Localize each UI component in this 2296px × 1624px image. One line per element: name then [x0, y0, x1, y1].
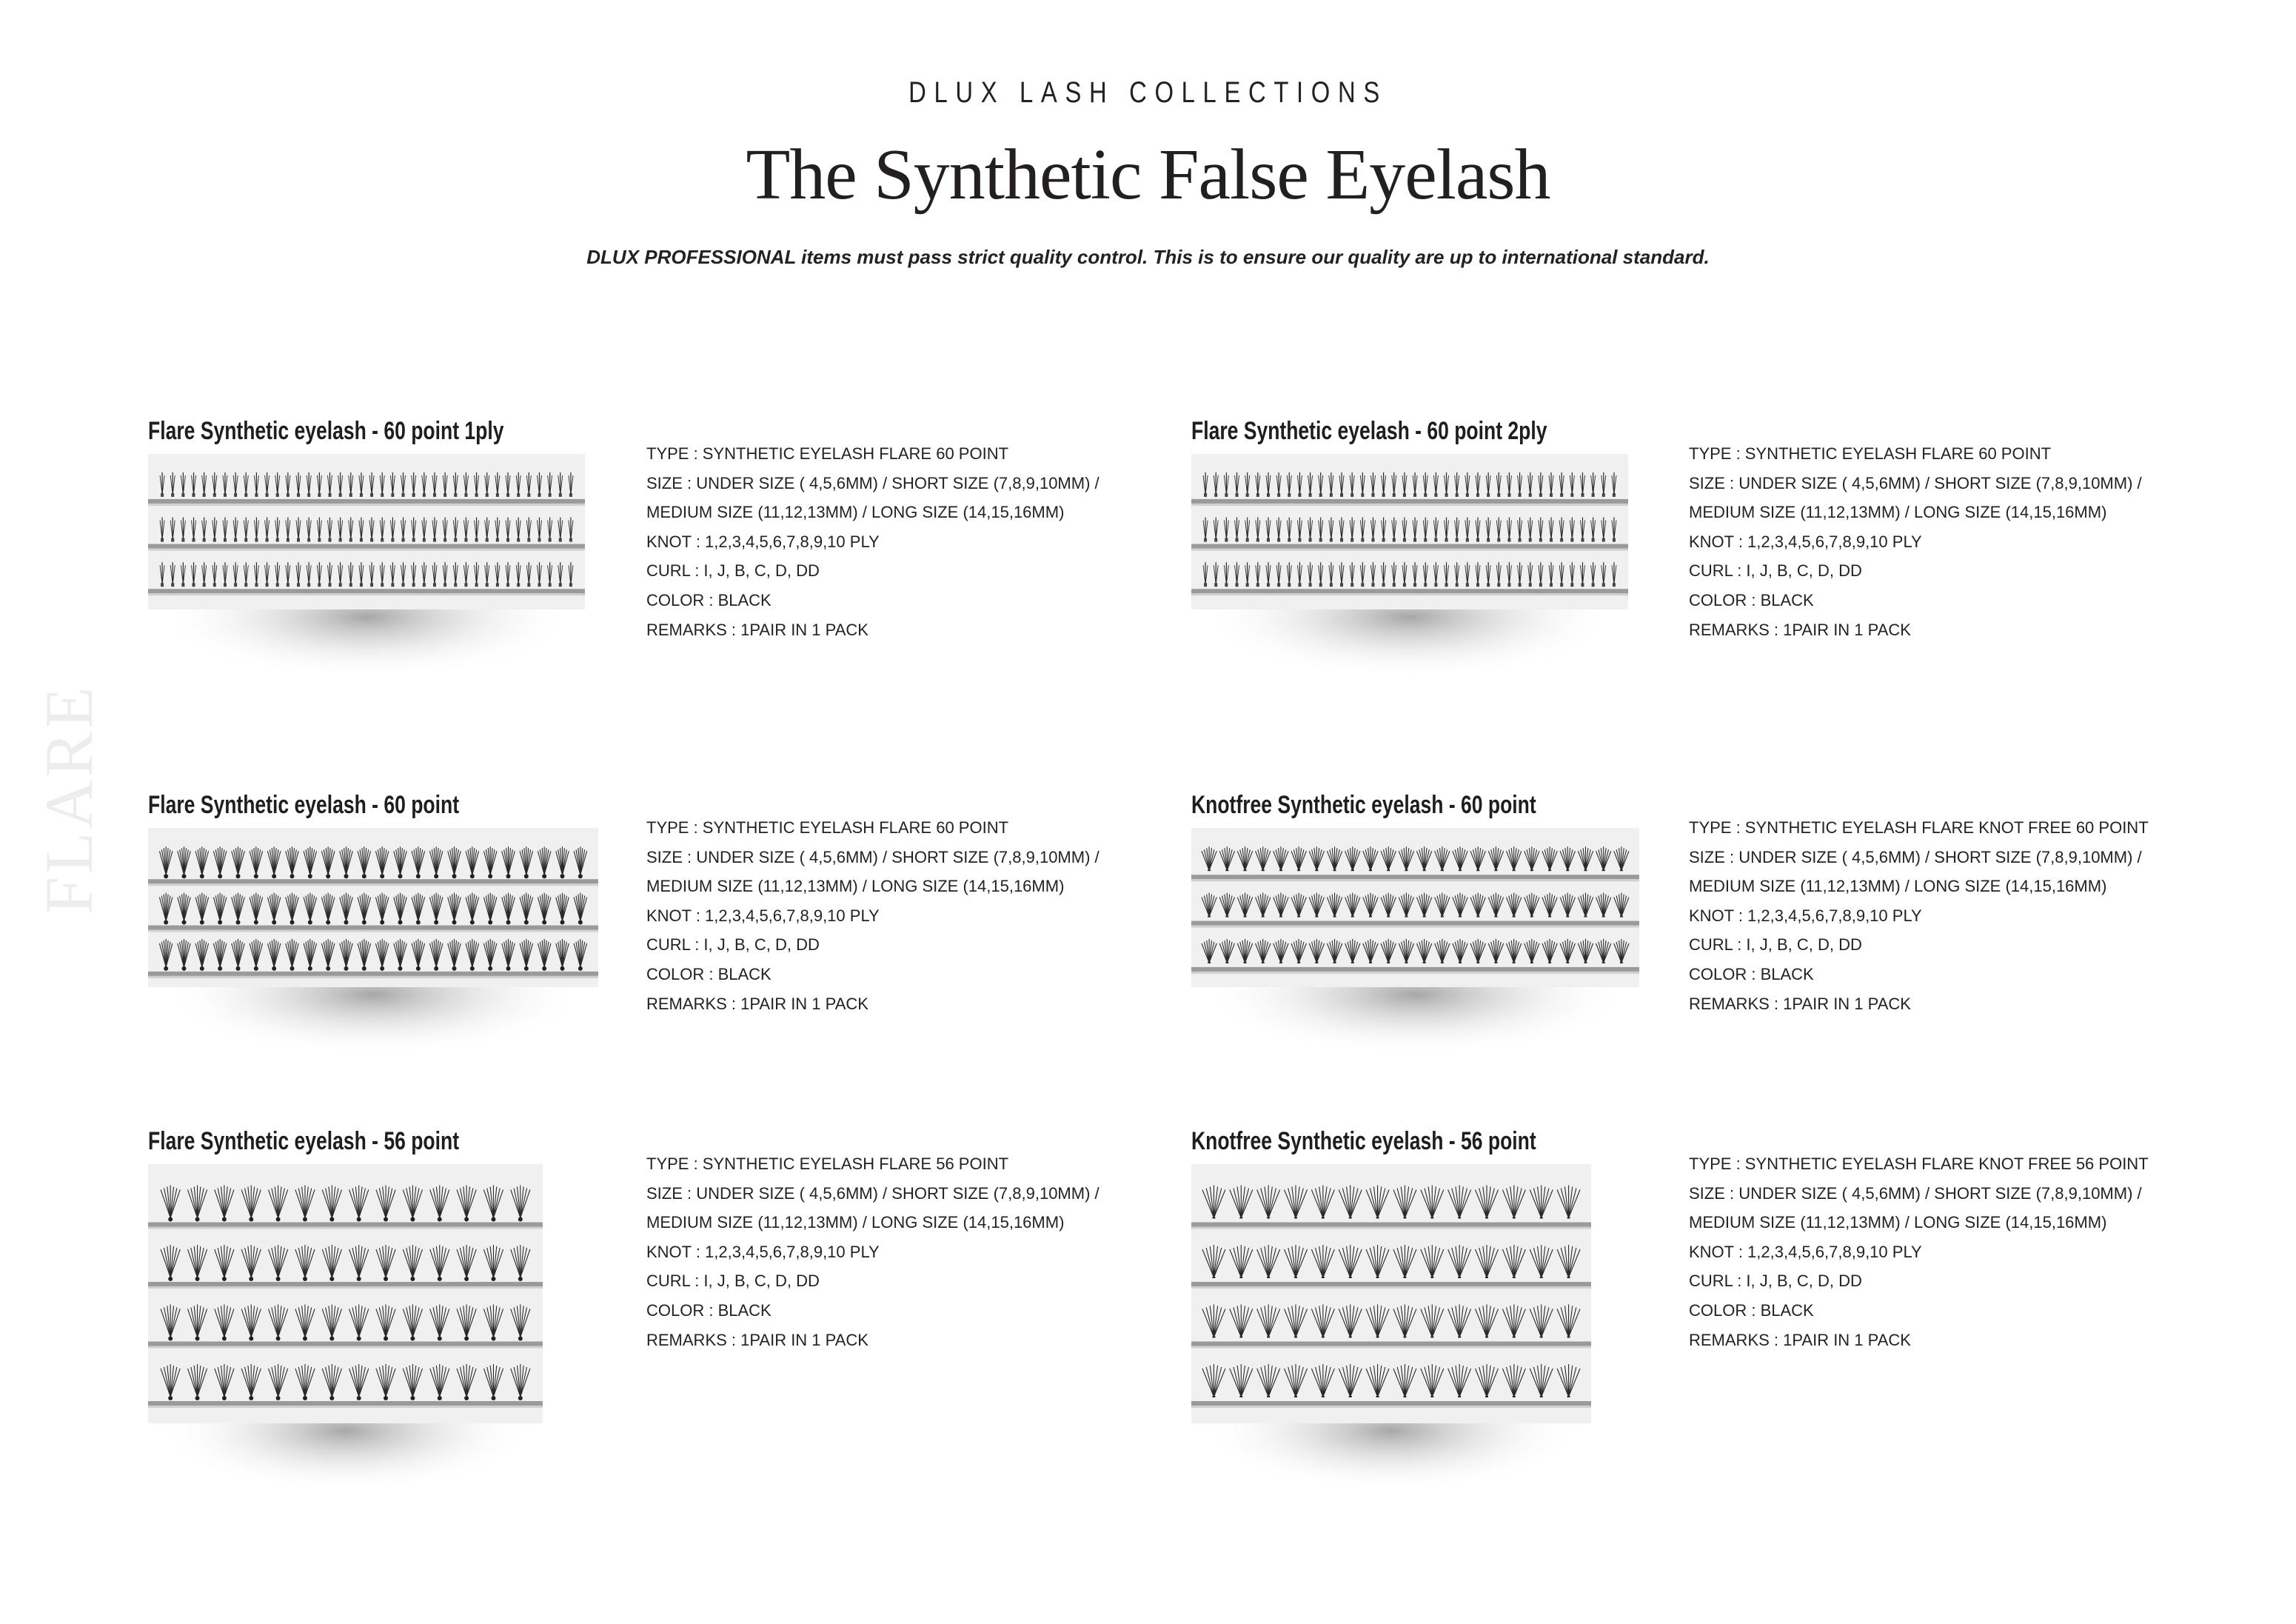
spec-size: SIZE : UNDER SIZE ( 4,5,6MM) / SHORT SIZE (7,8,9,10MM) / [646, 1183, 1100, 1203]
product-name: Flare Synthetic eyelash - 56 point [148, 1127, 460, 1155]
spec-size-cont: MEDIUM SIZE (11,12,13MM) / LONG SIZE (14,15,16MM) [646, 503, 1065, 522]
spec-size-cont: MEDIUM SIZE (11,12,13MM) / LONG SIZE (14,15,16MM) [1689, 1213, 2107, 1232]
spec-remarks: REMARKS : 1PAIR IN 1 PACK [646, 620, 868, 639]
spec-curl: CURL : I, J, B, C, D, DD [1689, 561, 1862, 581]
spec-type: TYPE : SYNTHETIC EYELASH FLARE 56 POINT [646, 1154, 1009, 1173]
spec-size: SIZE : UNDER SIZE ( 4,5,6MM) / SHORT SIZE (7,8,9,10MM) / [646, 847, 1100, 866]
spec-type: TYPE : SYNTHETIC EYELASH FLARE 60 POINT [646, 444, 1009, 463]
spec-curl: CURL : I, J, B, C, D, DD [646, 1272, 820, 1291]
spec-knot: KNOT : 1,2,3,4,5,6,7,8,9,10 PLY [1689, 532, 1922, 551]
spec-size: SIZE : UNDER SIZE ( 4,5,6MM) / SHORT SIZE (7,8,9,10MM) / [1689, 1183, 2142, 1203]
product-name: Flare Synthetic eyelash - 60 point 2ply [1191, 417, 1547, 445]
spec-remarks: REMARKS : 1PAIR IN 1 PACK [646, 994, 868, 1013]
spec-color: COLOR : BLACK [1689, 1300, 1814, 1320]
spec-color: COLOR : BLACK [1689, 964, 1814, 983]
spec-knot: KNOT : 1,2,3,4,5,6,7,8,9,10 PLY [1689, 906, 1922, 925]
spec-remarks: REMARKS : 1PAIR IN 1 PACK [1689, 994, 1911, 1013]
spec-remarks: REMARKS : 1PAIR IN 1 PACK [1689, 620, 1911, 639]
product-name: Flare Synthetic eyelash - 60 point [148, 791, 460, 819]
spec-size-cont: MEDIUM SIZE (11,12,13MM) / LONG SIZE (14,15,16MM) [646, 877, 1065, 896]
spec-size-cont: MEDIUM SIZE (11,12,13MM) / LONG SIZE (14,15,16MM) [646, 1213, 1065, 1232]
spec-color: COLOR : BLACK [646, 590, 772, 609]
product-image [1191, 828, 1639, 1098]
page-title: The Synthetic False Eyelash [746, 135, 1550, 215]
spec-knot: KNOT : 1,2,3,4,5,6,7,8,9,10 PLY [646, 906, 880, 925]
product-image [1191, 1164, 1591, 1534]
spec-color: COLOR : BLACK [1689, 590, 1814, 609]
spec-remarks: REMARKS : 1PAIR IN 1 PACK [1689, 1330, 1911, 1349]
spec-remarks: REMARKS : 1PAIR IN 1 PACK [646, 1330, 868, 1349]
spec-type: TYPE : SYNTHETIC EYELASH FLARE KNOT FREE 60 POINT [1689, 818, 2149, 837]
product-image [1191, 454, 1628, 721]
spec-color: COLOR : BLACK [646, 1300, 772, 1320]
product-specs [646, 439, 1100, 644]
spec-size-cont: MEDIUM SIZE (11,12,13MM) / LONG SIZE (14,15,16MM) [1689, 503, 2107, 522]
product-specs [646, 813, 1100, 1018]
product-image [148, 828, 598, 1098]
spec-size: SIZE : UNDER SIZE ( 4,5,6MM) / SHORT SIZE (7,8,9,10MM) / [1689, 847, 2142, 866]
product-name: Knotfree Synthetic eyelash - 56 point [1191, 1127, 1536, 1155]
product-specs [1689, 1149, 2149, 1354]
spec-size: SIZE : UNDER SIZE ( 4,5,6MM) / SHORT SIZE (7,8,9,10MM) / [1689, 473, 2142, 492]
spec-curl: CURL : I, J, B, C, D, DD [646, 935, 820, 955]
spec-size: SIZE : UNDER SIZE ( 4,5,6MM) / SHORT SIZE (7,8,9,10MM) / [646, 473, 1100, 492]
page-subtitle: DLUX PROFESSIONAL items must pass strict quality control. This is to ensure our quality are up to international standard. [586, 246, 1710, 268]
spec-type: TYPE : SYNTHETIC EYELASH FLARE 60 POINT [646, 818, 1009, 837]
spec-size-cont: MEDIUM SIZE (11,12,13MM) / LONG SIZE (14,15,16MM) [1689, 877, 2107, 896]
product-specs [646, 1149, 1100, 1354]
product-name: Flare Synthetic eyelash - 60 point 1ply [148, 417, 504, 445]
product-specs [1689, 813, 2149, 1018]
product-image [148, 1164, 543, 1534]
spec-type: TYPE : SYNTHETIC EYELASH FLARE 60 POINT [1689, 444, 2052, 463]
spec-curl: CURL : I, J, B, C, D, DD [1689, 1272, 1862, 1291]
spec-color: COLOR : BLACK [646, 964, 772, 983]
brand-heading: DLUX LASH COLLECTIONS [908, 76, 1388, 109]
spec-type: TYPE : SYNTHETIC EYELASH FLARE KNOT FREE 56 POINT [1689, 1154, 2149, 1173]
spec-knot: KNOT : 1,2,3,4,5,6,7,8,9,10 PLY [646, 532, 880, 551]
spec-curl: CURL : I, J, B, C, D, DD [646, 561, 820, 581]
product-image [148, 454, 585, 721]
product-name: Knotfree Synthetic eyelash - 60 point [1191, 791, 1536, 819]
side-category-label: FLARE [31, 684, 107, 915]
spec-curl: CURL : I, J, B, C, D, DD [1689, 935, 1862, 955]
spec-knot: KNOT : 1,2,3,4,5,6,7,8,9,10 PLY [1689, 1242, 1922, 1261]
product-specs [1689, 439, 2142, 644]
spec-knot: KNOT : 1,2,3,4,5,6,7,8,9,10 PLY [646, 1242, 880, 1261]
